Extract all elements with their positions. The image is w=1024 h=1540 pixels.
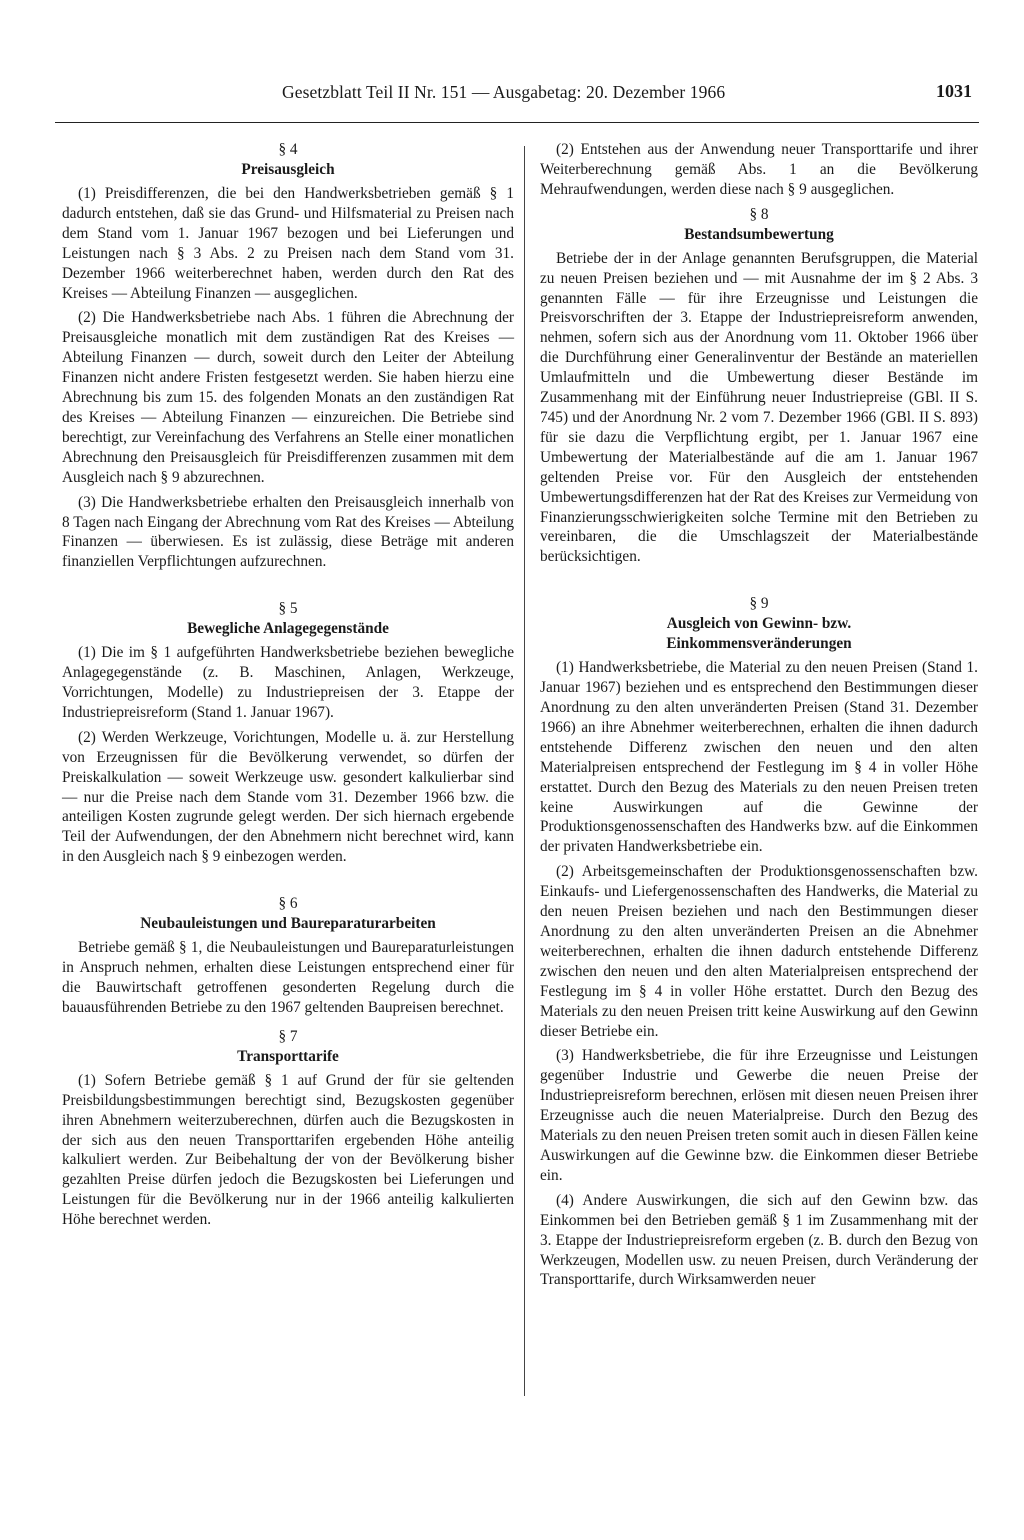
section-title: Bewegliche Anlagegegenstände	[187, 620, 389, 638]
section-number: § 9	[749, 595, 769, 613]
paragraph: (4) Andere Auswirkungen, die sich auf den Gewinn bzw. das Einkommen bei den Betrieben gemäß § 1 im Zusammenhang mit der 3. Etappe der Industriepreisreform ergeben (z. B. durch den Bezug von Werkzeugen, Modellen usw. zu neuen Preisen, durch Veränderung der Transporttarife, durch Wirksamwerden neuer	[540, 1191, 978, 1289]
page-number: 1031	[936, 81, 972, 101]
paragraph: (1) Sofern Betriebe gemäß § 1 auf Grund der für sie geltenden Preisbildungsbestimmungen berechtigt sind, Bezugskosten gegenüber ihren Abnehmern weiterzuberechnen, dürfen auch die Bezugskosten in der sich aus den neuen Transporttarifen ergebenden Höhe anteilig kalkuliert werden. Zur Beibehaltung der von der Bevölkerung bisher gezahlten Preise dürfen jedoch die Bezugskosten bei Lieferungen und Leistungen für die Bevölkerung nur in der 1966 anteilig kalkulierten Höhe berechnet werden.	[62, 1071, 514, 1229]
section-number: § 5	[278, 600, 298, 618]
paragraph: Betriebe gemäß § 1, die Neubauleistungen und Baureparaturleistungen in Anspruch nehmen, erhalten diese Leistungen entsprechend einer für die Bauwirtschaft getroffenen gesonderten Regelung durch die bauausführenden Betriebe zu den 1967 geltenden Baupreisen berechnet.	[62, 939, 514, 1016]
right-column	[540, 140, 978, 1295]
section-title: Transporttarife	[237, 1047, 339, 1065]
section-title: Preisausgleich	[241, 161, 335, 178]
paragraph: (2) Werden Werkzeuge, Vorichtungen, Modelle u. ä. zur Herstellung von Erzeugnissen für die Bevölkerung verwendet, so dürfen der Preiskalkulation — soweit Werkzeuge usw. gesondert kalkulierbar sind — nur die Preise nach dem Stande vom 31. Dezember 1966 bzw. die anteiligen Kosten zugrunde gelegt werden. Der sich hiernach ergebende Teil der Aufwendungen, der den Abnehmern nicht berechnet wird, kann in den Ausgleich nach § 9 einbezogen werden.	[62, 728, 514, 866]
header-rule	[55, 122, 979, 123]
paragraph: (1) Handwerksbetriebe, die Material zu den neuen Preisen (Stand 1. Januar 1967) beziehen und es entsprechend den Bestimmungen dieser Anordnung zu den alten unveränderten Preisen (Stand 31. Dezember 1966) an ihre Abnehmer weiterberechnen, erhalten die ihnen dadurch entstehende Differenz zwischen den neuen und den alten Materialpreisen entsprechend der Festlegung im § 4 in voller Höhe erstattet. Durch den Bezug des Materials zu den neuen Preisen treten keine Auswirkungen auf die Gewinne der Produktionsgenossenschaften des Handwerks bzw. auf die Einkommen der privaten Handwerksbetriebe ein.	[540, 659, 978, 856]
paragraph: (1) Preisdifferenzen, die bei den Handwerksbetrieben gemäß § 1 dadurch entstehen, daß sie das Grund- und Hilfsmaterial zu Preisen nach dem Stand vom 1. Januar 1967 bezogen und bei Lieferungen und Leistungen nach § 3 Abs. 2 zu Preisen nach dem Stand vom 31. Dezember 1966 weiterberechnet haben, werden durch den Rat des Kreises — Abteilung Finanzen — ausgeglichen.	[62, 185, 514, 302]
section-title: Neubauleistungen und Baureparaturarbeiten	[140, 915, 436, 933]
section-title	[540, 634, 978, 654]
paragraph: (2) Die Handwerksbetriebe nach Abs. 1 führen die Abrechnung der Preisausgleiche monatlich mit dem zuständigen Rat des Kreises — Abteilung Finanzen — durch, soweit durch den Leiter der Abteilung Finanzen nicht andere Fristen festgesetzt werden. Sie haben hierzu eine Abrechnung bis zum 15. des folgenden Monats an den zuständigen Rat des Kreises — Abteilung Finanzen — einzureichen. Die Betriebe sind berechtigt, zur Vereinfachung des Verfahrens an Stelle einer monatlichen Abrechnung den Preisausgleich für Preisdifferenzen zusammen mit dem Ausgleich nach § 9 abzurechnen.	[62, 309, 514, 486]
paragraph: Betriebe der in der Anlage genannten Berufsgruppen, die Material zu neuen Preisen beziehen und — mit Ausnahme der im § 2 Abs. 3 genannten Fälle — für ihre Erzeugnisse und Leistungen die Preisvorschriften der 3. Etappe der Industriepreisreform anwenden, nehmen, sofern sich aus der Anordnung vom 11. Oktober 1966 über die Durchführung einer Generalinventur der Bestände an materiellen Umlaufmitteln und die Umbewertung dieser Bestände im Zusammenhang mit der Einführung neuer Industriepreise (GBl. II S. 745) und der Anordnung Nr. 2 vom 7. Dezember 1966 (GBl. II S. 893) für sie dazu die Verpflichtung ergibt, per 1. Januar 1967 eine Umbewertung der Materialbestände auf die am 1. Januar 1967 geltenden Preise vor. Für den Ausgleich der entstehenden Umbewertungsdifferenzen hat der Rat des Kreises zur Vermeidung von Finanzierungsschwierigkeiten solche Termine mit den Betrieben zu vereinbaren, die die Umschlagszeit der Materialbestände berücksichtigen.	[540, 249, 978, 566]
section-title	[540, 614, 978, 634]
page-header	[0, 82, 1024, 112]
section-title: Bestandsumbewertung	[684, 225, 834, 243]
running-header-title: Gesetzblatt Teil II Nr. 151 — Ausgabetag: 20. Dezember 1966	[282, 82, 726, 102]
section-number: § 8	[749, 205, 769, 223]
column-divider	[524, 146, 525, 1396]
paragraph: (3) Handwerksbetriebe, die für ihre Erzeugnisse und Leistungen gegenüber Industrie und Gewerbe die neuen Preise der Industriepreisreform berechnen, erlösen mit diesen neuen Preisen ihrer Erzeugnisse auch die neuen Materialpreise. Durch den Bezug des Materials zu den neuen Preisen treten somit auch in diesen Fällen keine Auswirkungen auf die Gewinne bzw. die Einkommen dieser Betriebe ein.	[540, 1047, 978, 1184]
paragraph: (3) Die Handwerksbetriebe erhalten den Preisausgleich innerhalb von 8 Tagen nach Eingang der Abrechnung vom Rat des Kreises — Abteilung Finanzen — überwiesen. Es ist zulässig, diese Beträge mit anderen finanziellen Verpflichtungen aufzurechnen.	[62, 493, 514, 571]
section-number: § 6	[278, 895, 298, 913]
paragraph: (2) Arbeitsgemeinschaften der Produktionsgenossenschaften bzw. Einkaufs- und Liefergenossenschaften des Handwerks, die Material zu den neuen Preisen beziehen und nach den Bestimmungen dieser Anordnung zu den alten unveränderten Preisen an die Abnehmer weiterberechnen, erhalten die ihnen dadurch entstehende Differenz zwischen den neuen und den alten Materialpreisen entsprechend der Festlegung im § 4 in voller Höhe erstattet. Durch den Bezug des Materials zu den neuen Preisen tritt keine Auswirkung auf den Gewinn dieser Betriebe ein.	[540, 863, 978, 1040]
paragraph: (2) Entstehen aus der Anwendung neuer Transporttarife und ihrer Weiterberechnung gemäß Abs. 1 an die Bevölkerung Mehraufwendungen, werden diese nach § 9 ausgeglichen.	[540, 141, 978, 198]
section-number: § 7	[278, 1027, 298, 1045]
paragraph: (1) Die im § 1 aufgeführten Handwerksbetriebe beziehen bewegliche Anlagegegenstände (z. B. Maschinen, Anlagen, Werkzeuge, Vorrichtungen, Modelle) zu Industriepreisen der 3. Etappe der Industriepreisreform (Stand 1. Januar 1967).	[62, 644, 514, 721]
section-title-line: Einkommensveränderungen	[666, 635, 852, 653]
section-title-line: Ausgleich von Gewinn- bzw.	[666, 615, 852, 633]
left-column	[62, 140, 514, 1235]
section-number: § 4	[278, 141, 298, 158]
